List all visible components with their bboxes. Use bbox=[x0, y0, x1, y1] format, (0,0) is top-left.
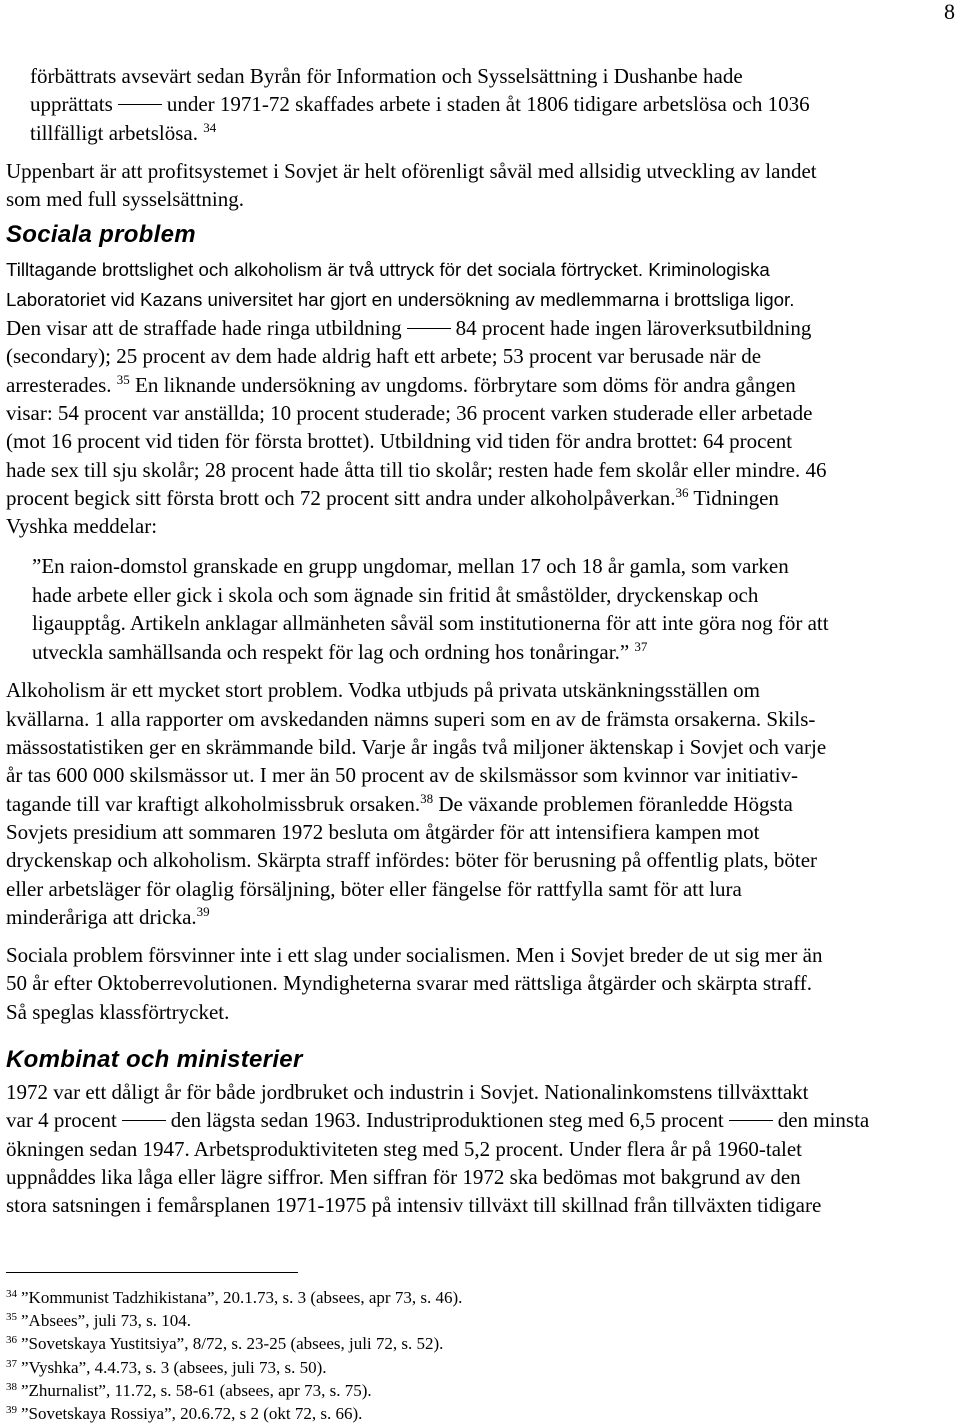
page-body bbox=[6, 62, 956, 1220]
footnote bbox=[6, 1379, 462, 1402]
text-line: Uppenbart är att profitsystemet i Sovjet är helt oförenligt såväl med allsidig utveckling av landet bbox=[6, 158, 817, 183]
text-line: ”En raion-domstol granskade en grupp ungdomar, mellan 17 och 18 år gamla, som varken bbox=[32, 554, 789, 579]
footnote-number: 39 bbox=[6, 1404, 17, 1417]
text-line: den lägsta sedan 1963. Industriproduktionen steg med 6,5 procent bbox=[170, 1108, 724, 1133]
footnote-number: 34 bbox=[6, 1288, 17, 1300]
paragraph-profit-system bbox=[6, 157, 956, 214]
footnote bbox=[6, 1286, 462, 1309]
em-dash bbox=[118, 104, 162, 105]
text-line: kvällarna. 1 alla rapporter om avskedanden nämns superi som en av de främsta orsakerna. Skils- bbox=[6, 706, 816, 731]
footnote bbox=[6, 1356, 462, 1379]
text-line: år tas 600 000 skilsmässor ut. I mer än 50 procent av de skilsmässor som kvinnor var initiativ- bbox=[6, 763, 799, 788]
text-line: var 4 procent bbox=[6, 1108, 117, 1133]
text-line: Alkoholism är ett mycket stort problem. Vodka utbjuds på privata utskänkningsställen om bbox=[6, 678, 760, 703]
text-line: Laboratoriet vid Kazans universitet har gjort en undersökning av medlemmarna i brottsliga ligor. bbox=[6, 288, 795, 310]
page-number: 8 bbox=[944, 0, 955, 24]
text-line: Tilltagande brottslighet och alkoholism är två uttryck för det sociala förtrycket. Kriminologiska bbox=[6, 259, 770, 281]
text-line: En liknande undersökning av ungdoms. förbrytare som döms för andra gången bbox=[135, 372, 796, 397]
text-line: (mot 16 procent vid tiden för första brottet). Utbildning vid tiden för andra brottet: 64 procent bbox=[6, 429, 793, 454]
footnote-number: 38 bbox=[6, 1380, 17, 1393]
footnote-number: 37 bbox=[6, 1357, 17, 1370]
text-line: Den visar att de straffade hade ringa utbildning bbox=[6, 316, 402, 341]
text-line: som med full sysselsättning. bbox=[6, 187, 244, 212]
em-dash bbox=[407, 328, 451, 329]
footnote-text: ”Sovetskaya Rossiya”, 20.6.72, s 2 (okt 72, s. 66). bbox=[21, 1404, 363, 1424]
footnote-text: ”Kommunist Tadzhikistana”, 20.1.73, s. 3 (absees, apr 73, s. 46). bbox=[21, 1288, 463, 1307]
text-line: (secondary); 25 procent av dem hade aldrig haft ett arbete; 53 procent var berusade när de bbox=[6, 344, 762, 369]
footnote-number: 36 bbox=[6, 1334, 17, 1347]
text-line: Vyshka meddelar: bbox=[6, 514, 158, 539]
text-line: 84 procent hade ingen läroverksutbildning bbox=[455, 316, 812, 341]
text-line: Tidningen bbox=[693, 485, 779, 510]
text-line: minderåriga att dricka. bbox=[6, 904, 197, 929]
footnote bbox=[6, 1402, 462, 1425]
text-line: stora satsningen i femårsplanen 1971-1975 på intensiv tillväxt till skillnad från tillväxten tidigare bbox=[6, 1193, 822, 1218]
footnote-separator bbox=[6, 1272, 298, 1273]
paragraph-employment bbox=[6, 62, 956, 147]
text-line: uppnåddes lika låga eller lägre siffror. Men siffran för 1972 ska bedömas mot bakgrund av den bbox=[6, 1164, 801, 1189]
text-line: Sovjets presidium att sommaren 1972 besluta om åtgärder för att intensifiera kampen mot bbox=[6, 819, 760, 844]
text-line: 1972 var ett dåligt år för både jordbruket och industrin i Sovjet. Nationalinkomstens tillväxttakt bbox=[6, 1080, 809, 1105]
text-line: tagande till var kraftigt alkoholmissbruk orsaken. bbox=[6, 791, 421, 816]
text-line: arresterades. bbox=[6, 372, 112, 397]
paragraph-alcoholism bbox=[6, 676, 956, 931]
footnote bbox=[6, 1332, 462, 1355]
text-line: De växande problemen föranledde Högsta bbox=[438, 791, 793, 816]
paragraph-crime bbox=[6, 255, 956, 540]
footnote-ref: 34 bbox=[203, 119, 217, 135]
paragraph-economy-1972 bbox=[6, 1078, 956, 1219]
em-dash bbox=[122, 1120, 166, 1121]
section-heading-social-problems: Sociala problem bbox=[6, 221, 196, 249]
paragraph-class-oppression bbox=[6, 941, 956, 1026]
text-line: 50 år efter Oktoberrevolutionen. Myndigheterna svarar med rättsliga åtgärder och skärpta straff. bbox=[6, 971, 813, 996]
text-line: den minsta bbox=[777, 1108, 870, 1133]
block-quote bbox=[32, 552, 956, 666]
text-line: tillfälligt arbetslösa. bbox=[30, 120, 198, 145]
footnote-ref: 39 bbox=[196, 903, 210, 919]
text-line: Sociala problem försvinner inte i ett slag under socialismen. Men i Sovjet breder de ut sig mer än bbox=[6, 943, 823, 968]
text-line: utveckla samhällsanda och respekt för lag och ordning hos tonåringar.” bbox=[32, 639, 630, 664]
text-line: mässostatistiken ger en skrämmande bild. Varje år ingås två miljoner äktenskap i Sovjet och varje bbox=[6, 735, 827, 760]
text-line: eller arbetsläger för olaglig försäljning, böter eller fängelse för rattfylla samt för att lura bbox=[6, 876, 742, 901]
footnote-text: ”Vyshka”, 4.4.73, s. 3 (absees, juli 73, s. 50). bbox=[21, 1357, 327, 1377]
text-line: ligaupptåg. Artikeln anklagar allmänheten såväl som institutionerna för att inte göra nog för att bbox=[32, 611, 829, 636]
text-line: förbättrats avsevärt sedan Byrån för Information och Sysselsättning i Dushanbe hade bbox=[30, 64, 743, 88]
footnote-ref: 37 bbox=[634, 638, 648, 654]
text-line: visar: 54 procent var anställda; 10 procent studerade; 36 procent varken studerade eller arbetade bbox=[6, 400, 813, 425]
footnotes bbox=[6, 1286, 462, 1425]
text-line: ökningen sedan 1947. Arbetsproduktiviteten steg med 5,2 procent. Under flera år på 1960-talet bbox=[6, 1136, 803, 1161]
text-line: under 1971-72 skaffades arbete i staden åt 1806 tidigare arbetslösa och 1036 bbox=[166, 92, 810, 117]
text-line: Så speglas klassförtrycket. bbox=[6, 999, 230, 1024]
footnote bbox=[6, 1309, 462, 1332]
footnote-text: ”Sovetskaya Yustitsiya”, 8/72, s. 23-25 (absees, juli 72, s. 52). bbox=[21, 1334, 444, 1354]
section-heading-combines: Kombinat och ministerier bbox=[6, 1046, 303, 1074]
em-dash bbox=[729, 1120, 773, 1121]
footnote-text: ”Zhurnalist”, 11.72, s. 58-61 (absees, apr 73, s. 75). bbox=[21, 1380, 372, 1400]
text-line: dryckenskap och alkoholism. Skärpta straff infördes: böter för berusning på offentlig plats, böter bbox=[6, 848, 818, 873]
text-line: upprättats bbox=[30, 92, 113, 117]
text-line: hade arbete eller gick i skola och som ägnade sin fritid åt småstölder, dryckenskap och bbox=[32, 582, 759, 607]
footnote-text: ”Absees”, juli 73, s. 104. bbox=[21, 1311, 191, 1331]
footnote-ref: 38 bbox=[420, 790, 434, 806]
footnote-ref: 35 bbox=[116, 371, 130, 387]
text-line: procent begick sitt första brott och 72 procent sitt andra under alkoholpåverkan. bbox=[6, 485, 676, 510]
text-line: hade sex till sju skolår; 28 procent hade åtta till tio skolår; resten hade fem skolår eller mindre. 46 bbox=[6, 457, 827, 482]
footnote-ref: 36 bbox=[675, 484, 689, 500]
footnote-number: 35 bbox=[6, 1311, 17, 1324]
